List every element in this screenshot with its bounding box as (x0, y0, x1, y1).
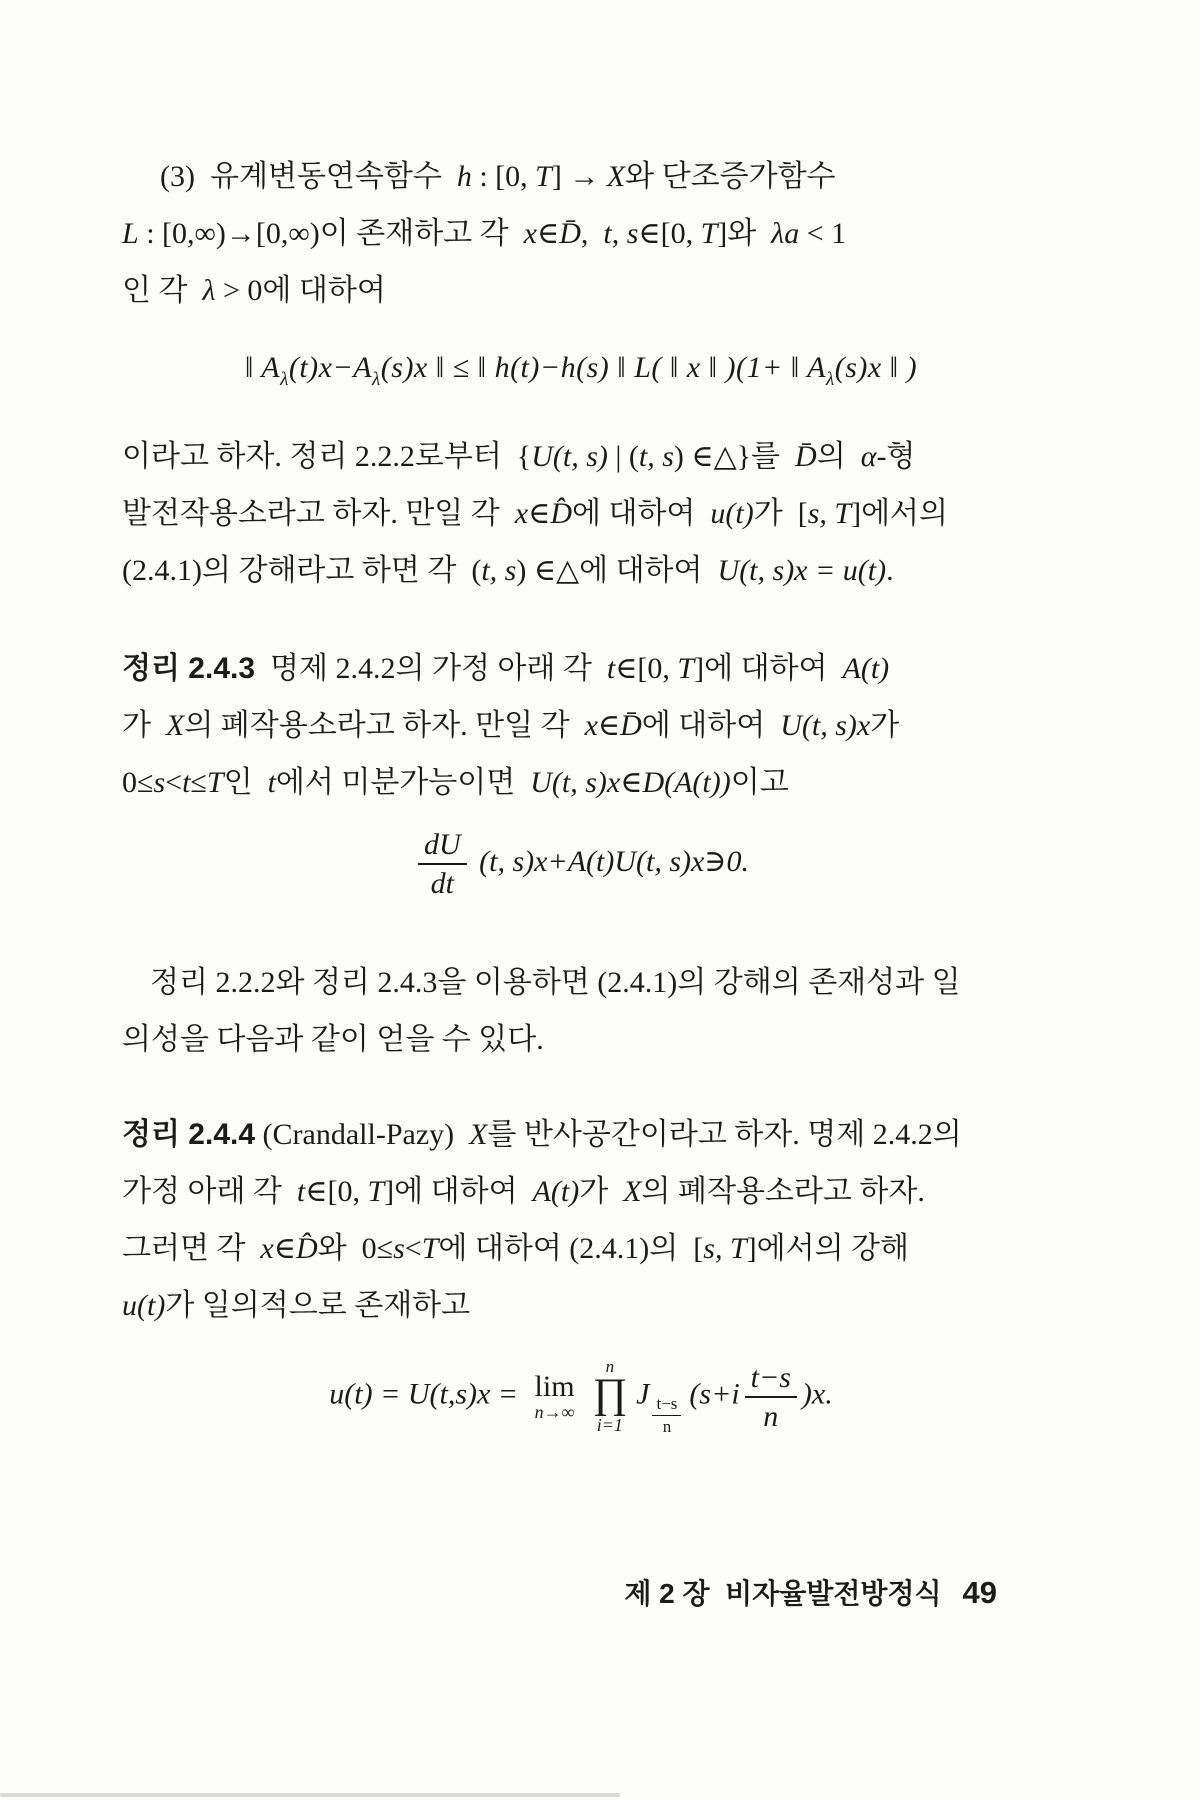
text-segment: ]와 (717, 217, 772, 250)
text-line (122, 262, 1040, 319)
text-segment: T (700, 217, 718, 250)
text-segment: (t)x−A (288, 351, 373, 384)
text-segment: x (260, 1232, 274, 1265)
text-segment: 가 (870, 709, 900, 742)
fraction: $\frac{t-s}{n}$ (745, 1361, 797, 1433)
text-segment: h (456, 160, 472, 193)
text-segment: 그러면 각 (122, 1232, 261, 1265)
text-segment: ]에서의 강해 (746, 1232, 910, 1265)
text-segment: D̄ (559, 217, 581, 250)
text-segment: T (367, 1175, 385, 1208)
text-segment: X (606, 160, 626, 193)
text-segment: α (860, 440, 877, 473)
text-segment: x (584, 709, 598, 742)
text-segment: 에 대하여 (2.4.1)의 [ (438, 1232, 704, 1265)
text-segment: < (165, 766, 183, 799)
text-segment: t (267, 766, 276, 799)
text-segment: ] → (551, 160, 607, 193)
text-segment: λ (825, 369, 835, 390)
display-formula-lipschitz-estimate (122, 338, 1040, 410)
text-segment: : [0, (471, 160, 536, 193)
paragraph-existence-uniqueness (122, 954, 1040, 1068)
text-segment: ) ∈△}를 (673, 440, 796, 473)
text-segment: 가 (122, 709, 166, 742)
text-segment: ]에서의 (851, 497, 949, 530)
text-segment: ≤ (190, 766, 207, 799)
text-segment: X (469, 1118, 488, 1151)
text-segment: λa (771, 217, 800, 250)
text-segment: U(t, s) (531, 440, 608, 473)
text-line (122, 1106, 1040, 1163)
text-segment: 이고 (730, 766, 789, 799)
text-segment: t, s (481, 554, 517, 587)
text-line (122, 754, 1040, 811)
fraction: $\frac{t-s}{n}$ (652, 1395, 681, 1436)
text-segment: J (636, 1377, 650, 1411)
text-segment: T (535, 160, 552, 193)
text-segment: 가 [ (753, 497, 808, 530)
text-segment: | ( (607, 440, 639, 473)
paragraph-theorem-2-4-3 (122, 640, 1040, 811)
text-segment: 의성을 다음과 같이 얻을 수 있다. (122, 1023, 544, 1056)
text-segment: < 1 (799, 217, 847, 250)
text-segment: ∈[0, (305, 1175, 368, 1208)
text-segment: 49 (962, 1575, 997, 1610)
text-segment: ∈ (528, 497, 551, 530)
text-segment: ]에 대하여 (384, 1175, 533, 1208)
text-segment: ]에 대하여 (694, 652, 843, 685)
text-segment: u(t) = U(t,s)x = (329, 1377, 526, 1411)
text-segment: ) ∈△에 대하여 (516, 554, 718, 587)
text-segment: > 0에 대하여 (215, 274, 386, 307)
text-segment: D̂ (295, 1232, 318, 1265)
text-segment: T (421, 1232, 439, 1265)
text-segment: D̂ (550, 497, 572, 530)
text-line (122, 485, 1040, 542)
paragraph-theorem-2-4-4 (122, 1106, 1040, 1334)
text-segment: 인 (223, 766, 268, 799)
text-segment: 이라고 하자. 정리 2.2.2로부터 { (122, 440, 532, 473)
text-line (122, 640, 1040, 697)
text-segment: 명제 2.4.2의 가정 아래 각 (255, 652, 607, 685)
text-segment: (s)x ‖ ) (834, 351, 918, 384)
text-segment: 에 대하여 (641, 709, 781, 742)
text-segment: . (886, 554, 894, 587)
text-segment: 0≤ (122, 766, 154, 799)
text-segment: t (182, 766, 191, 799)
text-segment: 의 폐작용소라고 하자. 만일 각 (184, 709, 585, 742)
text-segment: D̄ (620, 709, 642, 742)
operator-stack: n ∏ i=1 (592, 1357, 628, 1435)
text-segment: (s+i (689, 1377, 740, 1411)
text-segment: λ (202, 274, 216, 307)
text-segment: t (603, 217, 612, 250)
text-line (122, 697, 1040, 754)
text-segment: 의 폐작용소라고 하자. (641, 1175, 925, 1208)
display-formula-product-limit (122, 1358, 1040, 1436)
text-segment: 의 (816, 440, 861, 473)
text-segment: X (623, 1175, 642, 1208)
page-footer (624, 1572, 997, 1612)
text-segment: )x. (801, 1377, 833, 1411)
text-segment: (2.4.1)의 강해라고 하면 각 ( (122, 554, 482, 587)
text-segment: x (523, 217, 537, 250)
text-segment: T (206, 766, 224, 799)
text-segment: 정리 2.2.2와 정리 2.4.3을 이용하면 (2.4.1)의 강해의 존재성과 일 (150, 966, 961, 999)
text-segment: X (165, 709, 185, 742)
text-segment: U(t, s)x = u(t) (717, 554, 887, 587)
text-segment: t (296, 1175, 306, 1208)
text-segment: D̄ (795, 440, 817, 473)
text-segment: u(t) (122, 1289, 166, 1322)
text-segment: 가정 아래 각 (122, 1175, 297, 1208)
text-segment: (s)x ‖ ≤ ‖ h(t)−h(s) ‖ L( ‖ x ‖ )(1+ ‖ A (380, 351, 826, 384)
text-segment: A(t) (532, 1175, 580, 1208)
text-segment: 에서 미분가능이면 (275, 766, 531, 799)
paragraph-condition-3 (122, 148, 1040, 319)
text-segment: ‖ A (244, 351, 281, 384)
text-segment: , (580, 217, 604, 250)
text-segment: λ (280, 369, 289, 390)
text-segment: 가 (579, 1175, 624, 1208)
text-segment (942, 1579, 963, 1610)
text-segment: U(t, s)x (780, 709, 871, 742)
text-segment: s, T (807, 497, 852, 530)
text-line (122, 954, 1040, 1011)
text-segment: 발전작용소라고 하자. 만일 각 (122, 497, 515, 530)
text-segment: 를 반사공간이라고 하자. 명제 2.4.2의 (487, 1118, 962, 1151)
text-segment: ∈ (273, 1232, 296, 1265)
text-segment: < (404, 1232, 422, 1265)
display-formula-differential-inclusion (122, 828, 1040, 900)
text-segment: ∈ (536, 217, 560, 250)
text-segment: , (611, 217, 627, 250)
text-segment: 정리 2.4.4 (122, 1118, 256, 1151)
text-segment: U(t, s)x (530, 766, 621, 799)
text-segment: (3) 유계변동연속함수 (160, 160, 457, 193)
text-line (122, 148, 1040, 205)
text-segment: (t, s)x+A(t)U(t, s)x∋0. (471, 844, 750, 878)
text-segment: 인 각 (122, 274, 203, 307)
text-line (122, 428, 1040, 485)
fraction: $\frac{dU}{dt}$ (418, 828, 467, 900)
operator-stack: lim n→∞ (534, 1369, 575, 1423)
text-segment: L (122, 217, 139, 250)
text-segment: 와 0≤ (317, 1232, 394, 1265)
text-line (122, 1220, 1040, 1277)
text-segment: s (626, 217, 639, 250)
text-segment: t, s (638, 440, 674, 473)
text-segment: -형 (876, 440, 916, 473)
text-line (122, 205, 1040, 262)
text-segment: s (153, 766, 166, 799)
text-segment: (Crandall-Pazy) (255, 1118, 470, 1151)
text-segment: A(t) (842, 652, 890, 685)
text-line (122, 1011, 1040, 1068)
text-segment: 와 단조증가함수 (625, 160, 836, 193)
text-segment: 제 2 장 비자율발전방정식 (624, 1578, 942, 1609)
text-segment: s, T (703, 1232, 747, 1265)
text-segment: λ (372, 369, 381, 390)
text-segment: D(A(t)) (642, 766, 731, 799)
text-segment: u(t) (710, 497, 754, 530)
text-segment: T (677, 652, 695, 685)
text-segment: s (393, 1232, 405, 1265)
scan-edge-artifact (0, 1793, 620, 1797)
text-line (122, 1163, 1040, 1220)
text-segment: ∈ (620, 766, 643, 799)
text-segment: t (606, 652, 616, 685)
text-segment: : [0,∞)→[0,∞)이 존재하고 각 (138, 217, 524, 250)
text-segment: ∈[0, (615, 652, 678, 685)
text-line (122, 1277, 1040, 1334)
text-segment: 에 대하여 (571, 497, 711, 530)
text-segment: 가 일의적으로 존재하고 (165, 1289, 471, 1322)
text-segment: ∈ (597, 709, 621, 742)
text-segment: x (514, 497, 529, 530)
text-line (122, 542, 1040, 599)
paragraph-evolution-operator (122, 428, 1040, 599)
text-segment: 정리 2.4.3 (122, 652, 256, 685)
text-segment: ∈[0, (638, 217, 701, 250)
